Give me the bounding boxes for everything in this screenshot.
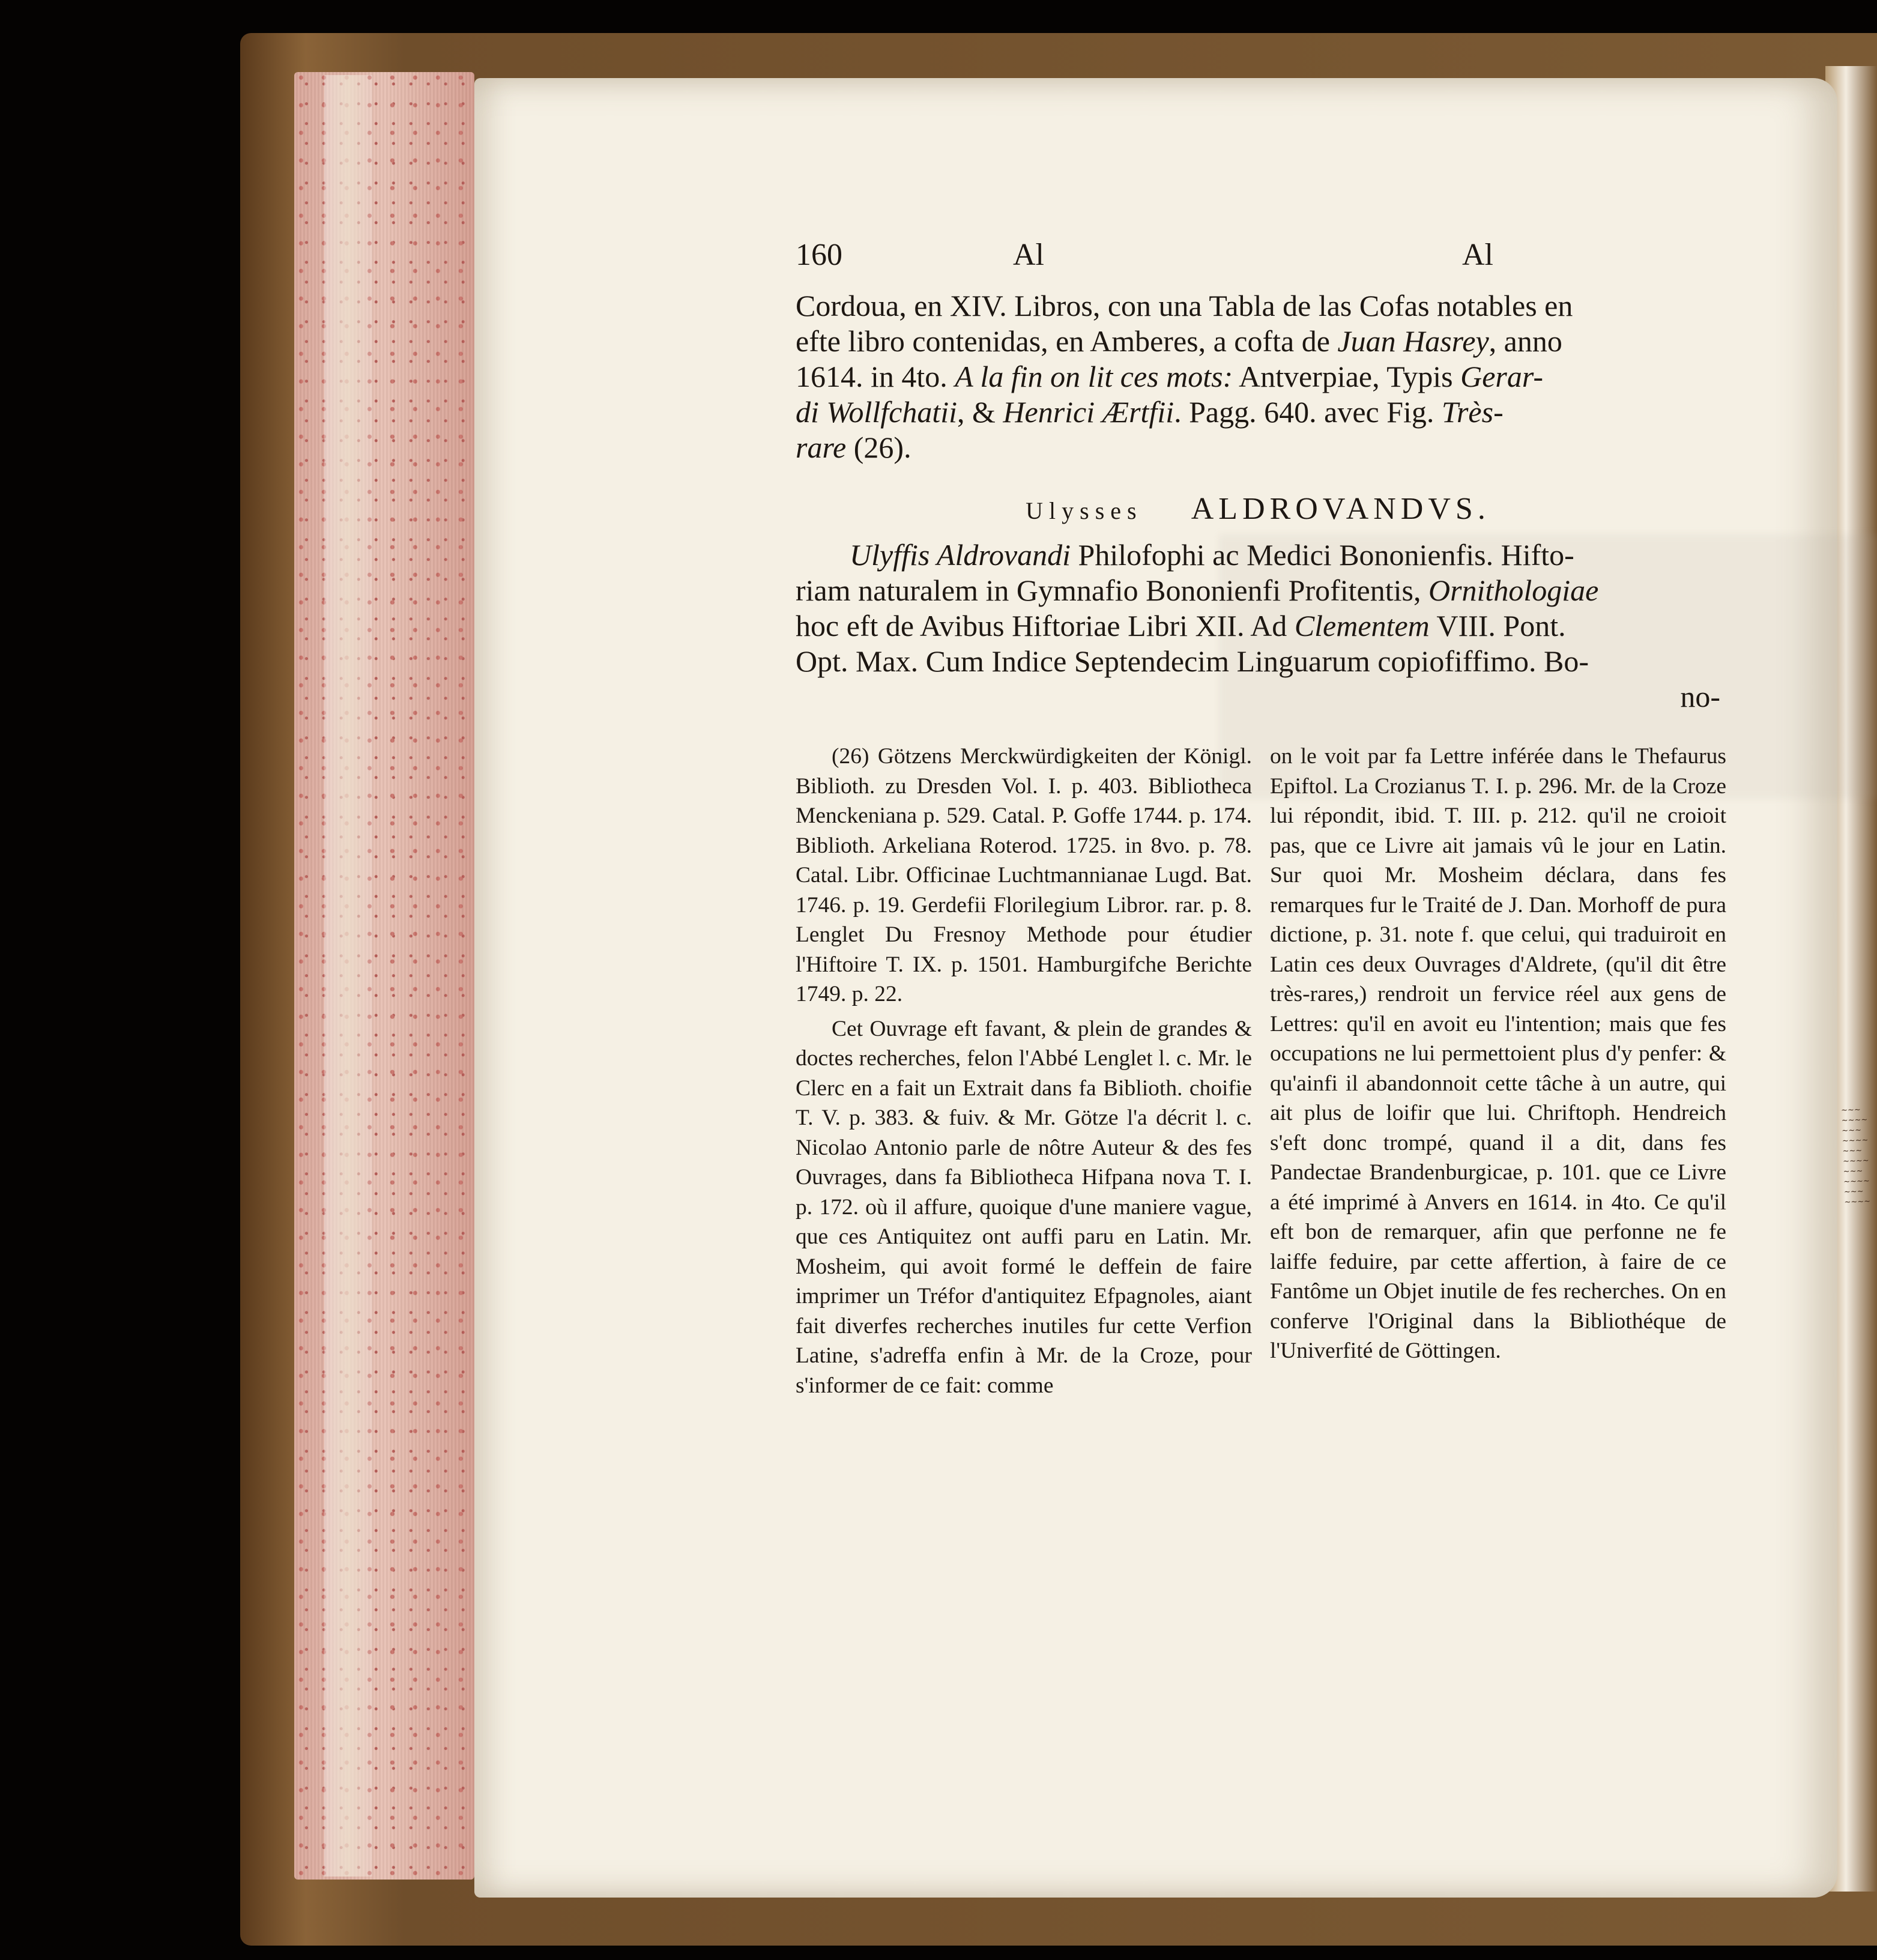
entry-line: no-	[1680, 680, 1720, 713]
continued-entry	[796, 288, 1720, 465]
speckled-page-edge	[294, 72, 474, 1880]
text-line: Cordoua, en XIV. Libros, con una Tabla de las Cofas notables en	[796, 289, 1573, 322]
entry-line: Opt. Max. Cum Indice Septendecim Linguarum copiofiffimo. Bo-	[796, 644, 1589, 678]
entry-line: hoc eft de Avibus Hiftoriae Libri XII. Ad Clementem VIII. Pont.	[796, 609, 1566, 643]
running-head	[796, 237, 1720, 279]
footnote-paragraph: (26) Götzens Merckwürdigkeiten der Königl. Biblioth. zu Dresden Vol. I. p. 403. Bibliotheca Menckeniana p. 529. Catal. P. Goffe 1744. p. 174. Biblioth. Arkeliana Roterod. 1725. in 8vo. p. 78. Catal. Libr. Officinae Luchtmannianae Lugd. Bat. 1746. p. 19. Gerdefii Florilegium Libror. rar. p. 8. Lenglet Du Fresnoy Methode pour étudier l'Hiftoire T. IX. p. 1501. Hamburgifche Berichte 1749. p. 22.	[796, 744, 1252, 1006]
entry-author: Ulyffis Aldrovandi	[850, 538, 1071, 572]
heading-surname: ALDROVANDVS.	[1191, 492, 1490, 526]
running-head-left: Al	[1013, 238, 1044, 272]
running-head-right: Al	[1462, 238, 1493, 272]
entry-line: riam naturalem in Gymnafio Bononienfi Profitentis, Ornithologiae	[796, 573, 1599, 607]
entry-heading	[796, 491, 1720, 527]
text-line: di Wollfchatii, & Henrici Ærtfii. Pagg. 640. avec Fig. Très-	[796, 395, 1504, 429]
footnote-column-left	[796, 742, 1252, 1405]
text-line: 1614. in 4to. A la fin on lit ces mots: Antverpiae, Typis Gerar-	[796, 360, 1543, 393]
page-number: 160	[796, 238, 842, 272]
text-line: rare (26).	[796, 431, 911, 464]
footnote-paragraph: Cet Ouvrage eft favant, & plein de grandes & doctes recherches, felon l'Abbé Lenglet l. c. Mr. le Clerc en a fait un Extrait dans fa Biblioth. choifie T. V. p. 383. & fuiv. & Mr. Götze l'a décrit l. c. Nicolao Antonio parle de nôtre Auteur & des fes Ouvrages, dans fa Bibliotheca Hifpana nova T. I. p. 172. où il affure, quoique d'une maniere vague, que ces Antiquitez ont auffi paru en Latin. Mr. Mosheim, qui avoit formé le deffein de faire imprimer un Tréfor d'antiquitez Efpagnoles, aiant fait diverfes recherches inutiles fur cette Verfion Latine, s'adreffa enfin à Mr. de la Croze, pour s'informer de ce fait: comme	[796, 1016, 1252, 1398]
page-edge-highlight	[324, 75, 372, 1877]
text-line: efte libro contenidas, en Amberes, a cofta de Juan Hasrey, anno	[796, 324, 1562, 358]
entry-paragraph: Ulyffis Aldrovandi Philofophi ac Medici Bononienfis. Hifto-	[850, 538, 1574, 572]
author-name: Juan Hasrey	[1337, 324, 1489, 358]
handwritten-margin-note: ~~~ ~~~~ ~~~ ~~~~ ~~~ ~~~~ ~~~ ~~~~ ~~~ ~~~~	[1840, 1105, 1871, 1207]
footnote-paragraph: on le voit par fa Lettre inférée dans le Thefaurus Epiftol. La Crozianus T. I. p. 296. Mr. de la Croze lui répondit, ibid. T. III. p. 212. qu'il ne croioit pas, que ce Livre ait jamais vû le jour en Latin. Sur quoi Mr. Mosheim déclara, dans fes remarques fur le Traité de J. Dan. Morhoff de pura dictione, p. 31. note f. que celui, qui traduiroit en Latin ces deux Ouvrages d'Aldrete, (qu'il dit être très-rares,) rendroit un fervice réel aux gens de Lettres: qu'il en avoit eu l'intention; mais que fes occupations ne lui permettoient plus d'y penfer: & qu'ainfi il abandonnoit cette tâche à un autre, qui ait plus de loifir que lui. Chriftoph. Hendreich s'eft donc trompé, quand il a dit, dans fes Pandectae Brandenburgicae, p. 101. que ce Livre a été imprimé à Anvers en 1614. in 4to. Ce qu'il eft bon de remarquer, afin que perfonne ne fe laiffe feduire, par cette affertion, à faire de ce Fantôme un Objet inutile de fes recherches. On en conferve l'Original dans la Bibliothéque de l'Univerfité de Göttingen.	[1270, 744, 1726, 1363]
heading-first-name: Ulysses	[1026, 497, 1143, 524]
footnote-column-right	[1270, 742, 1726, 1371]
entry-body	[796, 537, 1720, 715]
